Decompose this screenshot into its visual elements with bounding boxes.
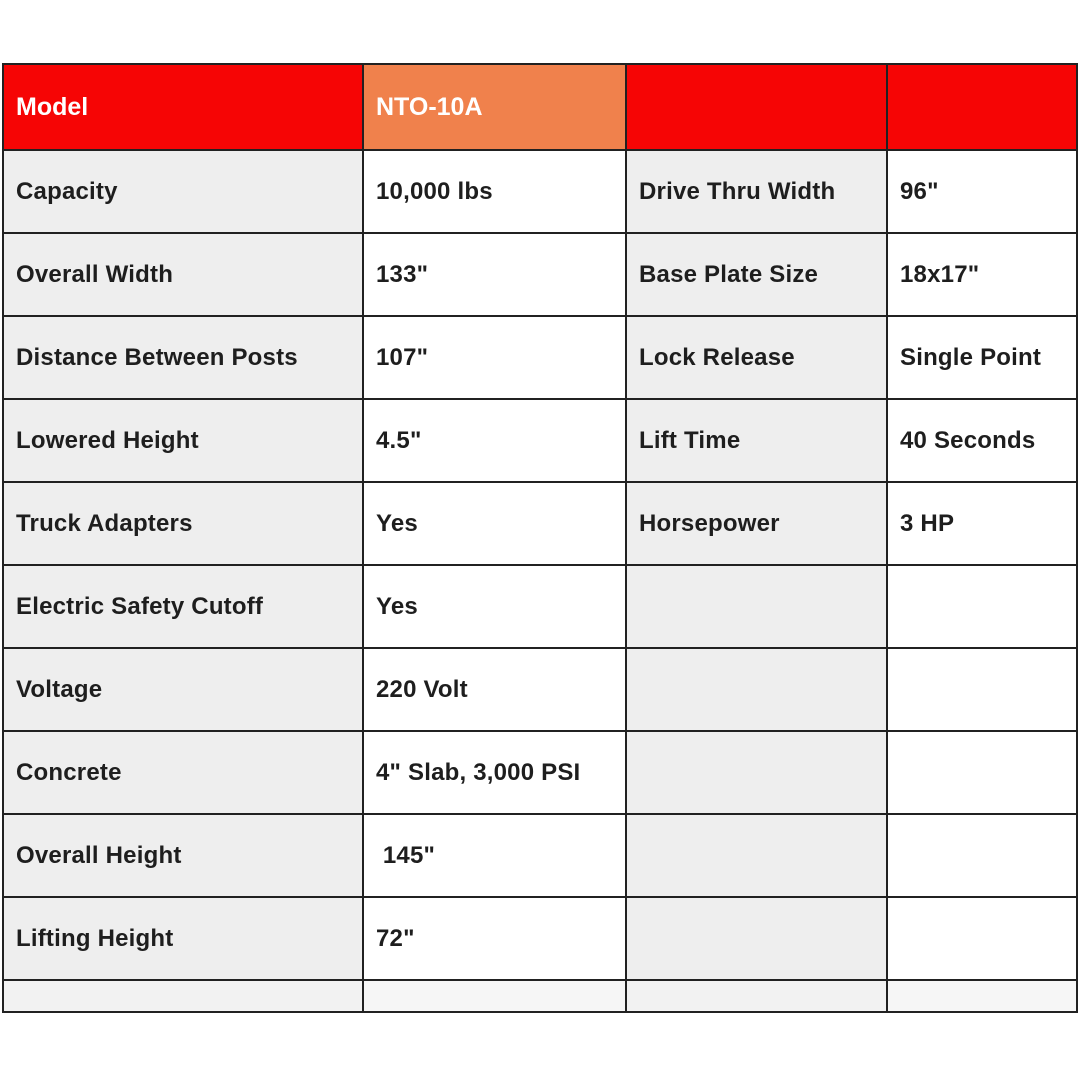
spec-row <box>3 316 1077 399</box>
spec-label-cell <box>3 980 363 1012</box>
spec-label-cell <box>626 731 887 814</box>
spec-label-cell: Lift Time <box>626 399 887 482</box>
spec-value-cell: 10,000 lbs <box>363 150 626 233</box>
header-cell-empty-1 <box>626 64 887 150</box>
spec-value-cell: 96" <box>887 150 1077 233</box>
spec-row <box>3 731 1077 814</box>
spec-label-cell: Concrete <box>3 731 363 814</box>
spec-label-cell: Base Plate Size <box>626 233 887 316</box>
spec-value-cell: Yes <box>363 482 626 565</box>
spec-label-cell: Electric Safety Cutoff <box>3 565 363 648</box>
spec-label-cell: Horsepower <box>626 482 887 565</box>
spec-value-cell: 107" <box>363 316 626 399</box>
spec-value-cell: 133" <box>363 233 626 316</box>
spec-row <box>3 814 1077 897</box>
spec-label-cell: Lock Release <box>626 316 887 399</box>
spec-row <box>3 648 1077 731</box>
spec-row <box>3 565 1077 648</box>
header-cell-model: Model <box>3 64 363 150</box>
spec-value-cell <box>887 731 1077 814</box>
spec-label-cell <box>626 980 887 1012</box>
spec-value-cell: 40 Seconds <box>887 399 1077 482</box>
spec-table-container <box>2 63 1078 1018</box>
spec-value-cell: 3 HP <box>887 482 1077 565</box>
spec-value-cell: 4.5" <box>363 399 626 482</box>
header-cell-model-value: NTO-10A <box>363 64 626 150</box>
spec-value-cell: Yes <box>363 565 626 648</box>
spec-label-cell <box>626 565 887 648</box>
spec-label-cell: Voltage <box>3 648 363 731</box>
spec-label-cell <box>626 897 887 980</box>
spec-value-cell <box>887 565 1077 648</box>
spec-label-cell: Truck Adapters <box>3 482 363 565</box>
spec-label-cell: Lowered Height <box>3 399 363 482</box>
spec-label-cell <box>626 814 887 897</box>
header-row <box>3 64 1077 150</box>
spec-value-cell: 220 Volt <box>363 648 626 731</box>
spec-value-cell: 18x17" <box>887 233 1077 316</box>
spec-value-cell <box>363 980 626 1012</box>
spec-row <box>3 482 1077 565</box>
spec-value-cell <box>887 814 1077 897</box>
spec-table <box>2 63 1078 1013</box>
spec-label-cell: Drive Thru Width <box>626 150 887 233</box>
spec-label-cell: Overall Width <box>3 233 363 316</box>
spec-row <box>3 233 1077 316</box>
spec-row-partial <box>3 980 1077 1012</box>
spec-label-cell: Lifting Height <box>3 897 363 980</box>
spec-row <box>3 897 1077 980</box>
spec-label-cell: Overall Height <box>3 814 363 897</box>
spec-table-header <box>3 64 1077 150</box>
spec-label-cell <box>626 648 887 731</box>
spec-label-cell: Capacity <box>3 150 363 233</box>
spec-value-cell: 72" <box>363 897 626 980</box>
spec-value-cell <box>887 648 1077 731</box>
spec-value-cell <box>887 897 1077 980</box>
spec-value-cell: 145" <box>363 814 626 897</box>
spec-row <box>3 150 1077 233</box>
spec-value-cell: 4" Slab, 3,000 PSI <box>363 731 626 814</box>
spec-table-body <box>3 150 1077 1012</box>
spec-value-cell: Single Point <box>887 316 1077 399</box>
spec-value-cell <box>887 980 1077 1012</box>
header-cell-empty-2 <box>887 64 1077 150</box>
spec-row <box>3 399 1077 482</box>
spec-label-cell: Distance Between Posts <box>3 316 363 399</box>
